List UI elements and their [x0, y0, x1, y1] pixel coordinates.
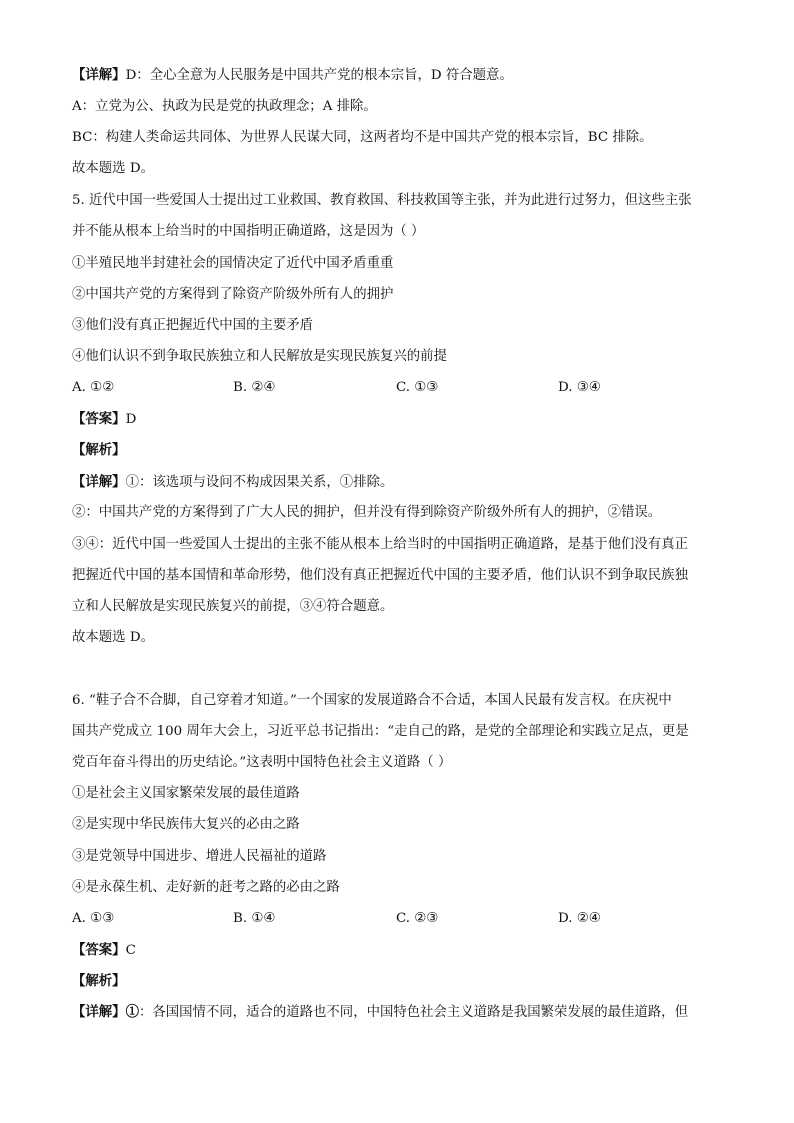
statement: ②是实现中华民族伟大复兴的必由之路	[72, 817, 300, 832]
statement: ①半殖民地半封建社会的国情决定了近代中国矛盾重重	[72, 256, 394, 271]
question-stem: 党百年奋斗得出的历史结论。”这表明中国特色社会主义道路（ ）	[72, 755, 452, 770]
statement: ③他们没有真正把握近代中国的主要矛盾	[72, 318, 314, 333]
detail-label: 【详解】	[72, 474, 126, 490]
detail-text: D：全心全意为人民服务是中国共产党的根本宗旨，D 符合题意。	[125, 68, 513, 83]
answer-label: 【答案】	[72, 942, 126, 958]
answer-line	[72, 941, 734, 960]
explanation-line: 把握近代中国的基本国情和革命形势，他们没有真正把握近代中国的主要矛盾，他们认识不到争取民族独	[72, 568, 688, 583]
option-a: A. ①②	[72, 380, 115, 395]
statement: ④他们认识不到争取民族独立和人民解放是实现民族复兴的前提	[72, 349, 447, 364]
explanation-line: ③④：近代中国一些爱国人士提出的主张不能从根本上给当时的中国指明正确道路，是基于他们没有真正	[72, 537, 688, 552]
analysis-label: 【解析】	[72, 973, 126, 989]
option-a: A. ①③	[72, 911, 115, 926]
conclusion-line: 故本题选 D。	[72, 630, 154, 645]
statement-number: ①	[125, 1004, 139, 1020]
statement: ③是党领导中国进步、增进人民福祉的道路	[72, 849, 327, 864]
statement: ②中国共产党的方案得到了除资产阶级外所有人的拥护	[72, 287, 394, 302]
answer-value: C	[125, 943, 136, 958]
question-stem: 6. “鞋子合不合脚，自己穿着才知道。”一个国家的发展道路合不合适，本国人民最有发言权。在庆祝中	[72, 693, 672, 708]
option-d: D. ②④	[558, 911, 601, 926]
option-b: B. ①④	[233, 911, 276, 926]
explanation-line: ②：中国共产党的方案得到了广大人民的拥护，但并没有得到除资产阶级外所有人的拥护，②错误。	[72, 505, 662, 520]
analysis-label: 【解析】	[72, 442, 126, 458]
answer-line	[72, 410, 734, 429]
statement: ①是社会主义国家繁荣发展的最佳道路	[72, 786, 300, 801]
detail-text: ：各国国情不同，适合的道路也不同，中国特色社会主义道路是我国繁荣发展的最佳道路，但	[138, 1005, 688, 1020]
explanation-line: BC：构建人类命运共同体、为世界人民谋大同，这两者均不是中国共产党的根本宗旨，BC 排除。	[72, 130, 653, 145]
detail-line	[72, 1003, 734, 1022]
statement: ④是永葆生机、走好新的赶考之路的必由之路	[72, 880, 340, 895]
option-b: B. ②④	[233, 380, 276, 395]
question-stem: 5. 近代中国一些爱国人士提出过工业救国、教育救国、科技救国等主张，并为此进行过努力，但这些主张	[72, 193, 692, 208]
explanation-line: 立和人民解放是实现民族复兴的前提，③④符合题意。	[72, 599, 394, 614]
option-d: D. ③④	[558, 380, 601, 395]
detail-line	[72, 66, 734, 85]
detail-line	[72, 473, 734, 492]
answer-label: 【答案】	[72, 411, 126, 427]
conclusion-line: 故本题选 D。	[72, 161, 154, 176]
question-stem: 并不能从根本上给当时的中国指明正确道路，这是因为（ ）	[72, 224, 425, 239]
option-c: C. ①③	[396, 380, 439, 395]
answer-value: D	[125, 412, 137, 427]
detail-text: ①：该选项与设问不构成因果关系，①排除。	[125, 475, 394, 490]
option-c: C. ②③	[396, 911, 439, 926]
detail-label: 【详解】	[72, 1004, 126, 1020]
question-stem: 国共产党成立 100 周年大会上，习近平总书记指出：“走自己的路，是党的全部理论和实践立足点，更是	[72, 724, 689, 739]
explanation-line: A：立党为公、执政为民是党的执政理念；A 排除。	[72, 99, 377, 114]
detail-label: 【详解】	[72, 67, 126, 83]
